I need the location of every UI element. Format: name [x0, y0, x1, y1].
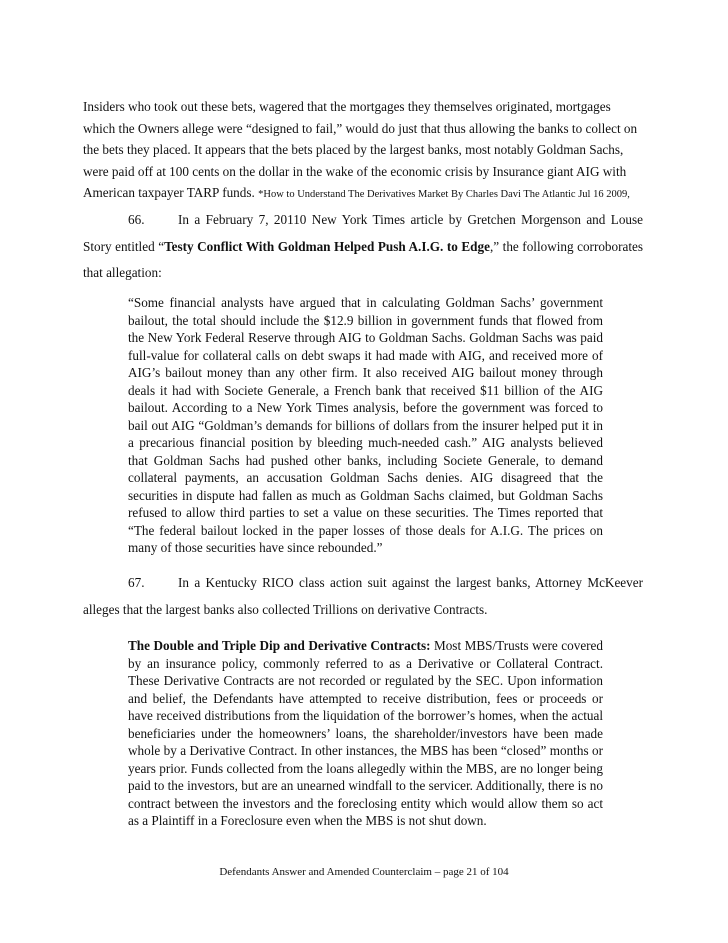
- paragraph-66: [83, 207, 643, 287]
- intro-text: Insiders who took out these bets, wagered that the mortgages they themselves originated, mortgages which the Owners allege were “designed to fail,” would do just that thus allowing the banks to collect on the bets they placed. It appears that the bets placed by the largest banks, most notably Goldman Sachs, were paid off at 100 cents on the dollar in the wake of the economic crisis by Insurance giant AIG with American taxpayer TARP funds.: [83, 99, 638, 200]
- paragraph-67-text: In a Kentucky RICO class action suit against the largest banks, Attorney McKeever alleges that the largest banks also collected Trillions on derivative Contracts.: [83, 575, 643, 617]
- intro-paragraph: [83, 96, 643, 206]
- paragraph-67-number: 67.: [128, 575, 145, 590]
- quote-derivative-heading: The Double and Triple Dip and Derivative Contracts:: [128, 638, 431, 653]
- page-footer: Defendants Answer and Amended Counterclaim – page 21 of 104: [219, 866, 509, 878]
- article-title: Testy Conflict With Goldman Helped Push A.I.G. to Edge: [164, 238, 490, 254]
- paragraph-67: [83, 570, 643, 623]
- paragraph-66-text-after: ,” the following corroborates that allegation:: [83, 238, 644, 280]
- intro-citation: *How to Understand The Derivatives Market By Charles Davi The Atlantic Jul 16 2009,: [258, 189, 630, 200]
- quote-goldman-aig: “Some financial analysts have argued that in calculating Goldman Sachs’ government bailout, the total should include the $12.9 billion in government funds that flowed from the New York Federal Reserve through AIG to Goldman Sachs. Goldman Sachs was paid full-value for collateral calls on debt swaps it had made with AIG, and received more of AIG’s bailout money than any other firm. It also received AIG bailout money through deals it had with Societe Generale, a French bank that received $11 billion of the AIG bailout. According to a New York Times analysis, before the government was forced to bail out AIG “Goldman’s demands for billions of dollars from the insurer helped put it in a precarious financial position by bleeding much-needed cash.” AIG analysts believed that Goldman Sachs had pushed other banks, including Societe Generale, to demand collateral payments, an accusation Goldman Sachs denies. AIG disagreed that the securities in dispute had fallen as much as Goldman Sachs claimed, but Goldman Sachs refused to allow third parties to set a value on these securities. The Times reported that “The federal bailout locked in the paper losses of those deals for A.I.G. The prices on many of those securities have since rebounded.”: [128, 295, 603, 555]
- paragraph-66-number: 66.: [128, 212, 145, 227]
- paragraph-66-text-before: In a February 7, 20110 New York Times article by Gretchen Morgenson and Louse Story entitled “: [83, 212, 643, 254]
- quote-derivative-text: Most MBS/Trusts were covered by an insurance policy, commonly referred to as a Derivative or Collateral Contract. These Derivative Contracts are not recorded or regulated by the SEC. Upon information and belief, the Defendants have attempted to receive distribution, fees or proceeds or have received distributions from the liquidation of the borrower’s homes, when the actual beneficiaries under the homeowners’ loans, the shareholder/investors have been made whole by a Derivative Contract. In other instances, the MBS has been “closed” months or years prior. Funds collected from the loans allegedly within the MBS, are no longer being paid to the investors, but are an unearned windfall to the servicer. Additionally, there is no contract between the investors and the foreclosing entity which would allow them so act as a Plaintiff in a Foreclosure even when the MBS is not shut down.: [128, 638, 604, 828]
- quote-derivative-contracts: [128, 637, 603, 830]
